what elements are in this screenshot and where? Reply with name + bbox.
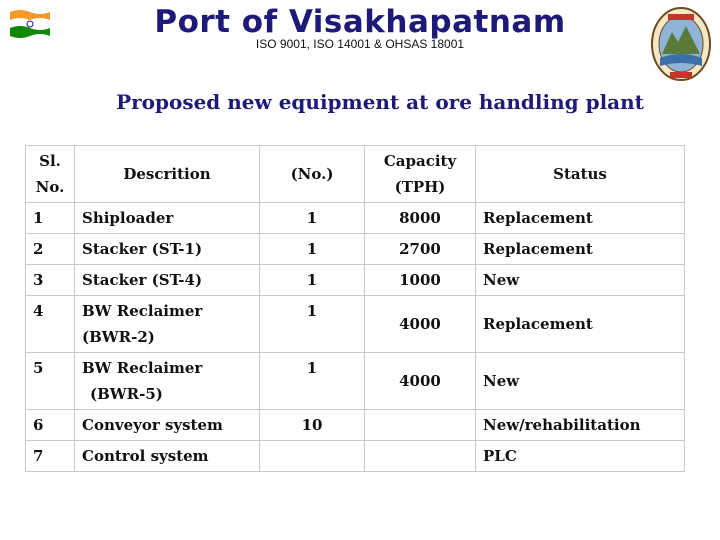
cell-description-line1: BW Reclaimer <box>82 302 203 320</box>
cell-sl: 2 <box>26 234 75 265</box>
table-row <box>26 234 685 265</box>
cell-description: Conveyor system <box>75 410 260 441</box>
cell-sl: 1 <box>26 203 75 234</box>
cell-capacity: 4000 <box>365 296 476 353</box>
cell-description <box>75 353 260 410</box>
cell-sl: 7 <box>26 441 75 472</box>
certification-text: ISO 9001, ISO 14001 & OHSAS 18001 <box>255 37 465 51</box>
cell-capacity <box>365 410 476 441</box>
cell-description: Shiploader <box>75 203 260 234</box>
cell-status: Replacement <box>476 203 685 234</box>
equipment-table <box>25 145 685 472</box>
cell-description: Stacker (ST-1) <box>75 234 260 265</box>
header-capacity: Capacity (TPH) <box>365 146 476 203</box>
cell-status: New <box>476 353 685 410</box>
table-row <box>26 353 685 410</box>
cell-sl: 3 <box>26 265 75 296</box>
slide-subtitle: Proposed new equipment at ore handling plant <box>116 90 644 114</box>
cell-capacity: 1000 <box>365 265 476 296</box>
port-emblem-icon <box>650 6 712 84</box>
cell-number: 1 <box>260 265 365 296</box>
header-status: Status <box>476 146 685 203</box>
cell-capacity <box>365 441 476 472</box>
page-title: Port of Visakhapatnam <box>154 4 566 40</box>
cell-number <box>260 441 365 472</box>
header-description: Descrition <box>75 146 260 203</box>
cell-status: New/rehabilitation <box>476 410 685 441</box>
cell-description-line2: (BWR-2) <box>82 328 155 346</box>
cell-description <box>75 296 260 353</box>
cell-sl: 5 <box>26 353 75 410</box>
cell-number: 1 <box>260 353 365 410</box>
cell-status: Replacement <box>476 234 685 265</box>
table-row <box>26 265 685 296</box>
cell-description-line2: (BWR-5) <box>90 385 163 403</box>
table-row <box>26 441 685 472</box>
cell-number: 10 <box>260 410 365 441</box>
cell-status: New <box>476 265 685 296</box>
cell-capacity: 2700 <box>365 234 476 265</box>
cell-status: Replacement <box>476 296 685 353</box>
cell-description: Control system <box>75 441 260 472</box>
cell-description: Stacker (ST-4) <box>75 265 260 296</box>
cell-number: 1 <box>260 234 365 265</box>
cell-capacity: 4000 <box>365 353 476 410</box>
cell-status: PLC <box>476 441 685 472</box>
table-row <box>26 203 685 234</box>
cell-number: 1 <box>260 296 365 353</box>
cell-sl: 4 <box>26 296 75 353</box>
header-number: (No.) <box>260 146 365 203</box>
cell-sl: 6 <box>26 410 75 441</box>
cell-number: 1 <box>260 203 365 234</box>
header-sl-no: Sl. No. <box>26 146 75 203</box>
table-header-row <box>26 146 685 203</box>
table-row <box>26 296 685 353</box>
cell-capacity: 8000 <box>365 203 476 234</box>
cell-description-line1: BW Reclaimer <box>82 359 203 377</box>
table-row <box>26 410 685 441</box>
